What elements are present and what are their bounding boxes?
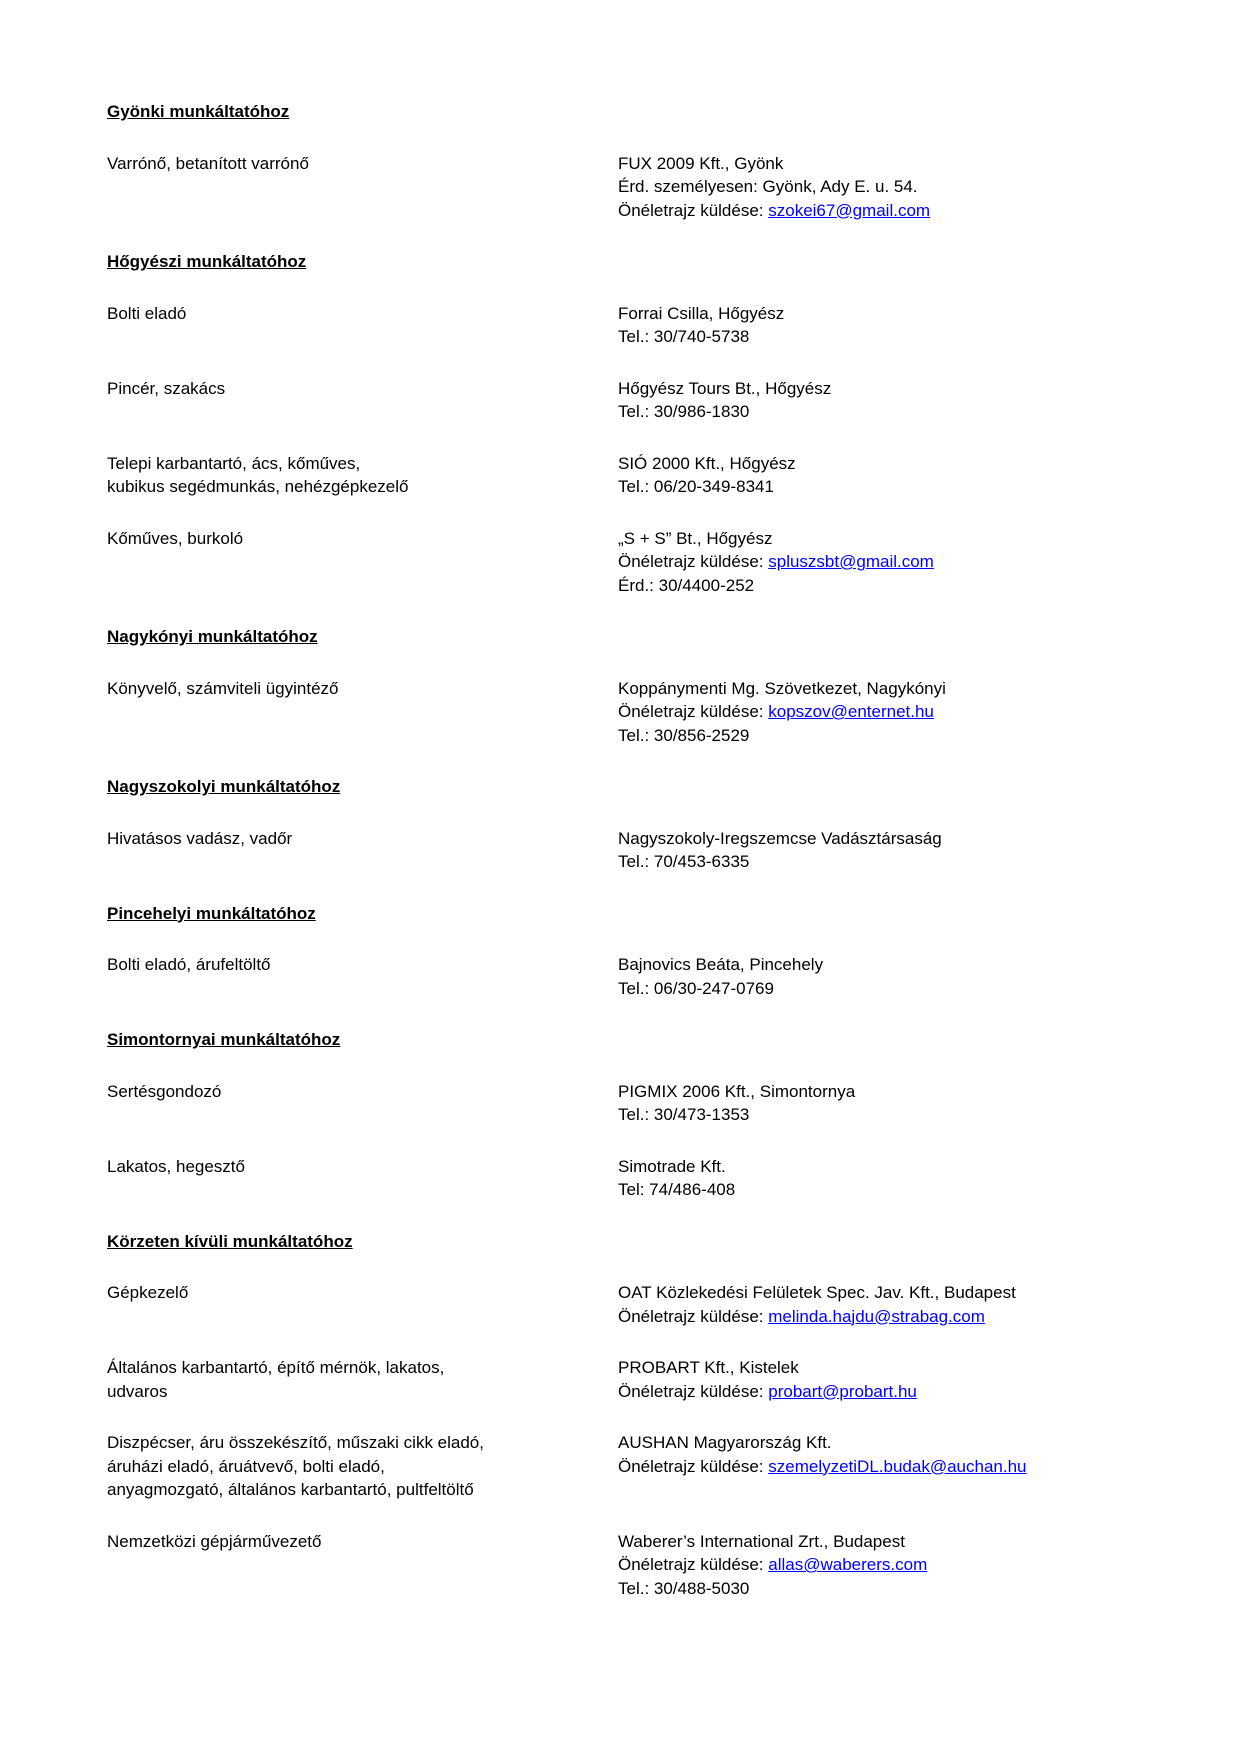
email-link[interactable]: allas@waberers.com: [768, 1555, 928, 1574]
employer-column: [618, 302, 1200, 349]
employer-column: [618, 1281, 1200, 1328]
job-title: Varrónő, betanított varrónő: [107, 153, 309, 173]
contact-label: Önéletrajz küldése:: [618, 1306, 769, 1326]
employer-phone: Érd.: 30/4400-252: [618, 575, 755, 595]
section-heading-nagyszokolyi: Nagyszokolyi munkáltatóhoz: [107, 777, 341, 796]
job-listing-row: [107, 677, 1200, 748]
job-listing-row: [107, 527, 1200, 598]
job-title: Kőműves, burkoló: [107, 528, 244, 548]
employer-column: [618, 527, 1200, 598]
employer-contact: [618, 700, 1200, 724]
job-title: Bolti eladó, árufeltöltő: [107, 955, 271, 974]
employer-column: [618, 377, 1200, 424]
job-listing-row: [107, 827, 1200, 874]
job-title-column: [107, 377, 618, 424]
email-link[interactable]: spluszsbt@gmail.com: [768, 552, 934, 571]
employer-name: Simotrade Kft.: [618, 1156, 726, 1176]
employer-contact: Érd. személyesen: Gyönk, Ady E. u. 54.: [618, 177, 918, 196]
job-title: Diszpécser, áru összekészítő, műszaki cikk eladó,: [107, 1433, 484, 1452]
section-heading-nagykonyi: Nagykónyi munkáltatóhoz: [107, 627, 318, 646]
employer-name: Koppánymenti Mg. Szövetkezet, Nagykónyi: [618, 678, 946, 698]
employer-phone: Tel.: 30/740-5738: [618, 327, 750, 346]
job-listing-row: [107, 152, 1200, 223]
employer-name: Waberer’s International Zrt., Budapest: [618, 1531, 905, 1551]
email-link[interactable]: kopszov@enternet.hu: [768, 702, 934, 721]
employer-name: Forrai Csilla, Hőgyész: [618, 303, 785, 323]
employer-phone: Tel.: 30/856-2529: [618, 725, 750, 745]
employer-contact: [618, 1553, 1200, 1577]
employer-phone: Tel.: 30/473-1353: [618, 1105, 750, 1124]
job-title-column: [107, 677, 618, 748]
employer-contact: [618, 550, 1200, 574]
employer-name: AUSHAN Magyarország Kft.: [618, 1433, 832, 1452]
job-title-column: [107, 302, 618, 349]
employer-contact: [618, 1455, 1200, 1479]
contact-label: Önéletrajz küldése:: [618, 1456, 769, 1476]
job-listing-row: [107, 1530, 1200, 1601]
employer-name: OAT Közlekedési Felületek Spec. Jav. Kft., Budapest: [618, 1283, 1016, 1302]
employer-contact: [618, 199, 1200, 223]
employer-column: [618, 1356, 1200, 1403]
contact-label: Önéletrajz küldése:: [618, 552, 769, 571]
section-heading-hogyeszi: Hőgyészi munkáltatóhoz: [107, 252, 307, 271]
job-title: Telepi karbantartó, ács, kőműves,: [107, 453, 361, 473]
employer-phone: Tel.: 30/488-5030: [618, 1578, 750, 1598]
employer-column: [618, 953, 1200, 1000]
email-link[interactable]: szokei67@gmail.com: [768, 200, 931, 220]
job-title-column: [107, 1281, 618, 1328]
job-title: Gépkezelő: [107, 1283, 189, 1302]
job-title: Nemzetközi gépjárművezető: [107, 1531, 322, 1551]
contact-label: Önéletrajz küldése:: [618, 200, 769, 220]
job-title-column: [107, 953, 618, 1000]
job-listing-row: [107, 1080, 1200, 1127]
employer-name: PIGMIX 2006 Kft., Simontornya: [618, 1081, 856, 1101]
employer-phone: Tel.: 30/986-1830: [618, 402, 750, 421]
employer-phone: Tel.: 70/453-6335: [618, 852, 750, 871]
job-title-column: [107, 1530, 618, 1601]
employer-name: SIÓ 2000 Kft., Hőgyész: [618, 453, 796, 473]
employer-phone: Tel.: 06/30-247-0769: [618, 978, 774, 998]
employer-phone: Tel.: 06/20-349-8341: [618, 477, 774, 496]
contact-label: Önéletrajz küldése:: [618, 702, 769, 721]
job-title: Sertésgondozó: [107, 1081, 222, 1101]
section-heading-simontornyai: Simontornyai munkáltatóhoz: [107, 1030, 341, 1049]
job-listing-row: [107, 377, 1200, 424]
job-title-column: [107, 1356, 618, 1403]
job-title: Könyvelő, számviteli ügyintéző: [107, 678, 339, 698]
employer-column: [618, 452, 1200, 499]
section-heading-pincehelyi: Pincehelyi munkáltatóhoz: [107, 903, 316, 923]
job-title-column: [107, 152, 618, 223]
job-title: Általános karbantartó, építő mérnök, lakatos,: [107, 1358, 445, 1377]
employer-column: [618, 1530, 1200, 1601]
job-listing-row: [107, 1356, 1200, 1403]
job-title: áruházi eladó, áruátvevő, bolti eladó,: [107, 1456, 385, 1476]
employer-name: Nagyszokoly-Iregszemcse Vadásztársaság: [618, 828, 942, 848]
job-title-column: [107, 527, 618, 598]
job-listing-row: [107, 953, 1200, 1000]
email-link[interactable]: szemelyzetiDL.budak@auchan.hu: [768, 1456, 1027, 1476]
job-listing-row: [107, 302, 1200, 349]
job-listing-row: [107, 1155, 1200, 1202]
job-title-column: [107, 1080, 618, 1127]
job-title: udvaros: [107, 1381, 168, 1401]
job-title-column: [107, 1155, 618, 1202]
email-link[interactable]: probart@probart.hu: [768, 1381, 917, 1401]
employer-contact: [618, 1305, 1200, 1329]
section-heading-gyonki: Gyönki munkáltatóhoz: [107, 102, 290, 121]
employer-column: [618, 152, 1200, 223]
employer-name: Bajnovics Beáta, Pincehely: [618, 955, 824, 974]
job-listing-row: [107, 1431, 1200, 1502]
employer-column: [618, 1080, 1200, 1127]
job-title: Hivatásos vadász, vadőr: [107, 828, 293, 848]
employer-column: [618, 1431, 1200, 1502]
job-title: kubikus segédmunkás, nehézgépkezelő: [107, 477, 409, 496]
job-title-column: [107, 1431, 618, 1502]
employer-contact: [618, 1380, 1200, 1404]
job-title-column: [107, 452, 618, 499]
job-title: anyagmozgató, általános karbantartó, pultfeltöltő: [107, 1480, 474, 1499]
employer-name: PROBART Kft., Kistelek: [618, 1358, 799, 1377]
job-title: Bolti eladó: [107, 303, 187, 323]
employer-column: [618, 827, 1200, 874]
employer-column: [618, 1155, 1200, 1202]
section-heading-korzeten-kivuli: Körzeten kívüli munkáltatóhoz: [107, 1231, 353, 1251]
contact-label: Önéletrajz küldése:: [618, 1555, 769, 1574]
employer-phone: Tel: 74/486-408: [618, 1180, 736, 1199]
email-link[interactable]: melinda.hajdu@strabag.com: [768, 1306, 985, 1326]
employer-name: Hőgyész Tours Bt., Hőgyész: [618, 378, 832, 398]
employer-column: [618, 677, 1200, 748]
employer-name: FUX 2009 Kft., Gyönk: [618, 153, 784, 173]
job-listing-row: [107, 1281, 1200, 1328]
job-title: Pincér, szakács: [107, 378, 226, 398]
job-listing-row: [107, 452, 1200, 499]
job-title: Lakatos, hegesztő: [107, 1156, 245, 1176]
contact-label: Önéletrajz küldése:: [618, 1381, 769, 1401]
job-title-column: [107, 827, 618, 874]
employer-name: „S + S” Bt., Hőgyész: [618, 528, 773, 548]
